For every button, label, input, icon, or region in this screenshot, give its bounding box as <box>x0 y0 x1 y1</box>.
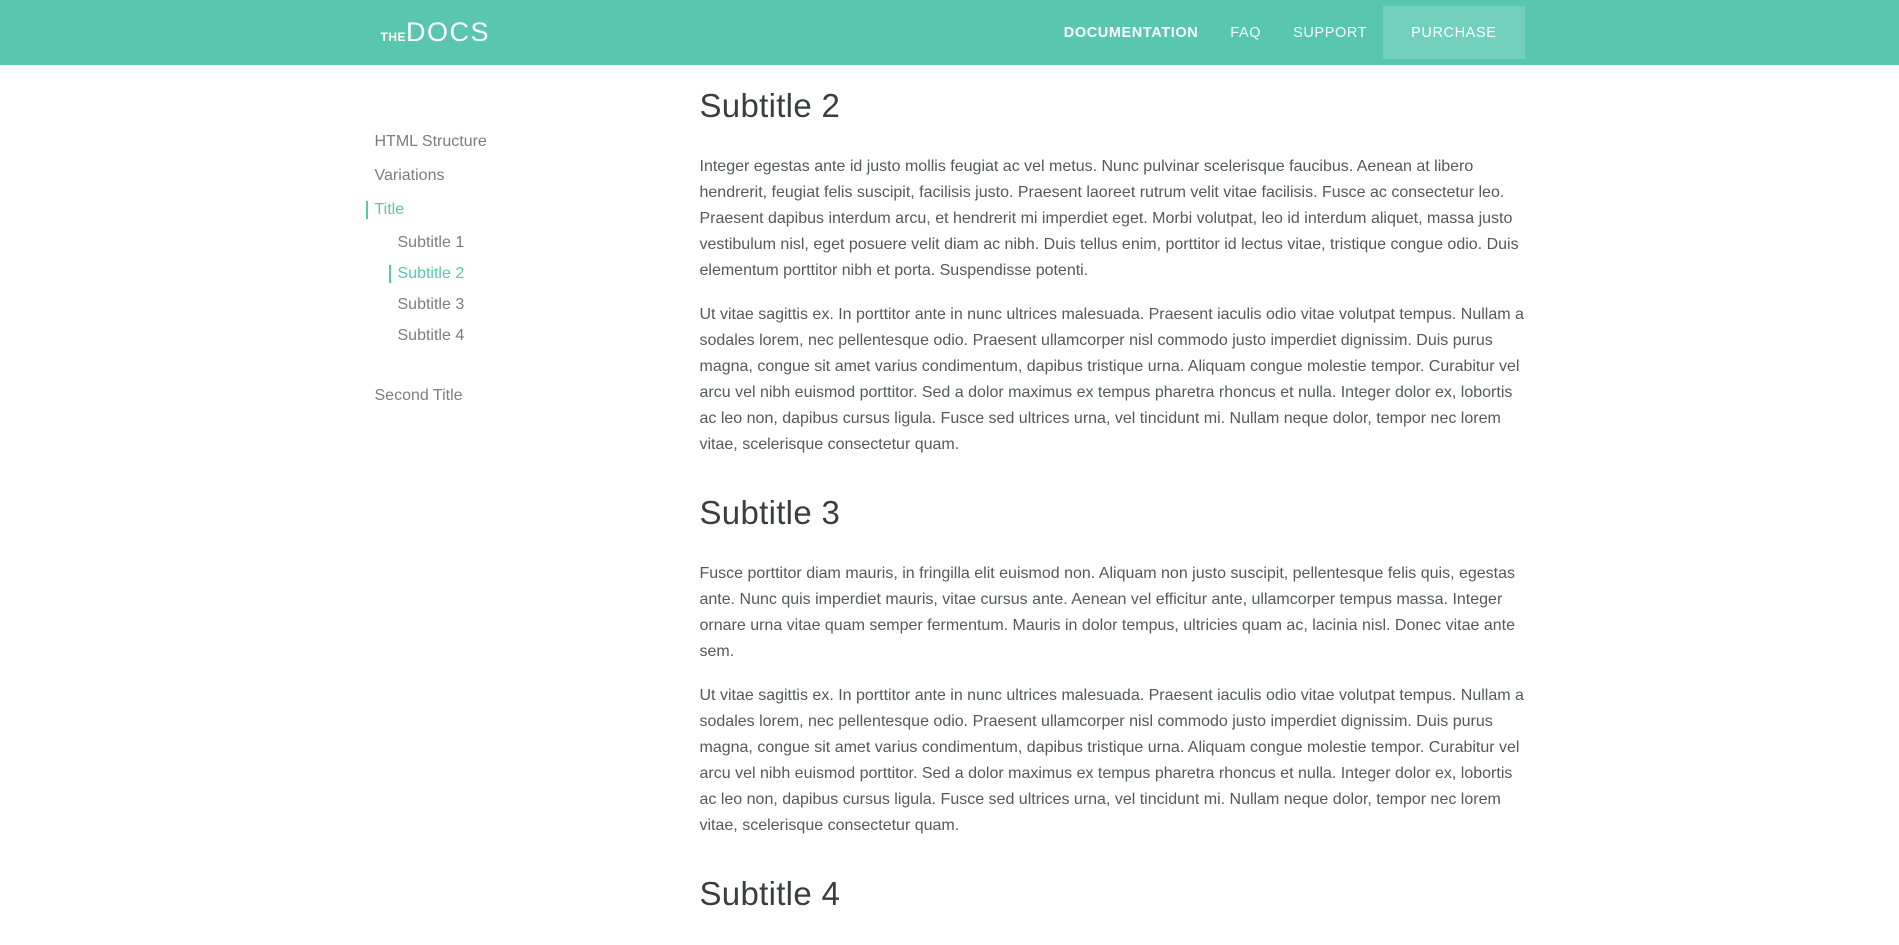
section-subtitle-4 <box>700 873 1525 914</box>
section-heading: Subtitle 2 <box>699 87 841 124</box>
main-content <box>700 65 1525 942</box>
sidebar-item-subtitle-3[interactable]: Subtitle 3 <box>397 295 465 313</box>
sidebar-item-html-structure[interactable]: HTML Structure <box>374 133 487 150</box>
top-nav <box>1048 0 1525 65</box>
nav-item-faq[interactable]: FAQ <box>1230 24 1262 41</box>
section-heading: Subtitle 3 <box>699 494 841 531</box>
section-paragraph: Ut vitae sagittis ex. In porttitor ante in nunc ultrices malesuada. Praesent iaculis odio vitae volutpat tempus. Nullam a sodales lorem, nec pellentesque odio. Praesent ullamcorper nisl commodo justo imperdiet dignissim. Duis purus magna, congue sit amet varius condimentum, dapibus tristique urna. Aliquam congue molestie tempor. Curabitur vel arcu vel nibh euismod porttitor. Sed a dolor maximus ex tempus pharetra rhoncus et nulla. Integer dolor ex, lobortis ac leo non, dapibus cursus ligula. Fusce sed ultrices urna, vel tincidunt mi. Nullam neque dolor, tempor nec lorem vitae, scelerisque consectetur quam. <box>699 687 1524 834</box>
section-paragraph: Fusce porttitor diam mauris, in fringilla elit euismod non. Aliquam non justo suscipit, pellentesque felis quis, egestas ante. Nunc quis imperdiet mauris, vitae cursus ante. Aenean vel efficitur ante, ullamcorper tempus massa. Integer ornare urna vitae quam semper fermentum. Mauris in dolor tempus, ultricies quam ac, lacinia nisl. Donec vitae ante sem. <box>699 565 1516 660</box>
sidebar <box>375 65 700 942</box>
brand-logo[interactable] <box>381 17 491 48</box>
sidebar-item-second-title[interactable]: Second Title <box>374 387 463 404</box>
section-paragraph: Ut vitae sagittis ex. In porttitor ante in nunc ultrices malesuada. Praesent iaculis odio vitae volutpat tempus. Nullam a sodales lorem, nec pellentesque odio. Praesent ullamcorper nisl commodo justo imperdiet dignissim. Duis purus magna, congue sit amet varius condimentum, dapibus tristique urna. Aliquam congue molestie tempor. Curabitur vel arcu vel nibh euismod porttitor. Sed a dolor maximus ex tempus pharetra rhoncus et nulla. Integer dolor ex, lobortis ac leo non, dapibus cursus ligula. Fusce sed ultrices urna, vel tincidunt mi. Nullam neque dolor, tempor nec lorem vitae, scelerisque consectetur quam. <box>699 306 1524 453</box>
section-heading: Subtitle 4 <box>699 875 841 912</box>
sidebar-sublist-title <box>375 227 700 351</box>
section-paragraph: Integer egestas ante id justo mollis feugiat ac vel metus. Nunc pulvinar scelerisque faucibus. Aenean at libero hendrerit, feugiat felis suscipit, facilisis justo. Praesent laoreet rutrum velit vitae facilisis. Fusce ac consectetur leo. Praesent dapibus interdum arcu, et hendrerit mi imperdiet eget. Morbi volutpat, leo id interdum aliquet, massa justo vestibulum nisl, eget posuere velit diam ac nibh. Duis tellus enim, porttitor id lectus vitae, tristique congue odio. Duis elementum porttitor nibh et porta. Suspendisse potenti. <box>699 158 1519 279</box>
nav-item-support[interactable]: SUPPORT <box>1293 24 1368 41</box>
section-subtitle-3 <box>700 492 1525 839</box>
sidebar-item-variations[interactable]: Variations <box>374 167 445 184</box>
sidebar-item-title[interactable]: Title <box>366 201 405 219</box>
sidebar-item-subtitle-2[interactable]: Subtitle 2 <box>389 265 465 283</box>
sidebar-nav <box>375 125 700 413</box>
nav-item-purchase[interactable]: PURCHASE <box>1383 6 1524 59</box>
sidebar-item-subtitle-4[interactable]: Subtitle 4 <box>397 326 465 344</box>
brand-logo-name: DOCS <box>406 17 491 47</box>
section-subtitle-2 <box>700 85 1525 458</box>
brand-logo-prefix: THE <box>380 30 406 44</box>
top-header <box>0 0 1899 65</box>
nav-item-documentation[interactable]: DOCUMENTATION <box>1063 24 1199 41</box>
sidebar-item-subtitle-1[interactable]: Subtitle 1 <box>397 233 465 251</box>
